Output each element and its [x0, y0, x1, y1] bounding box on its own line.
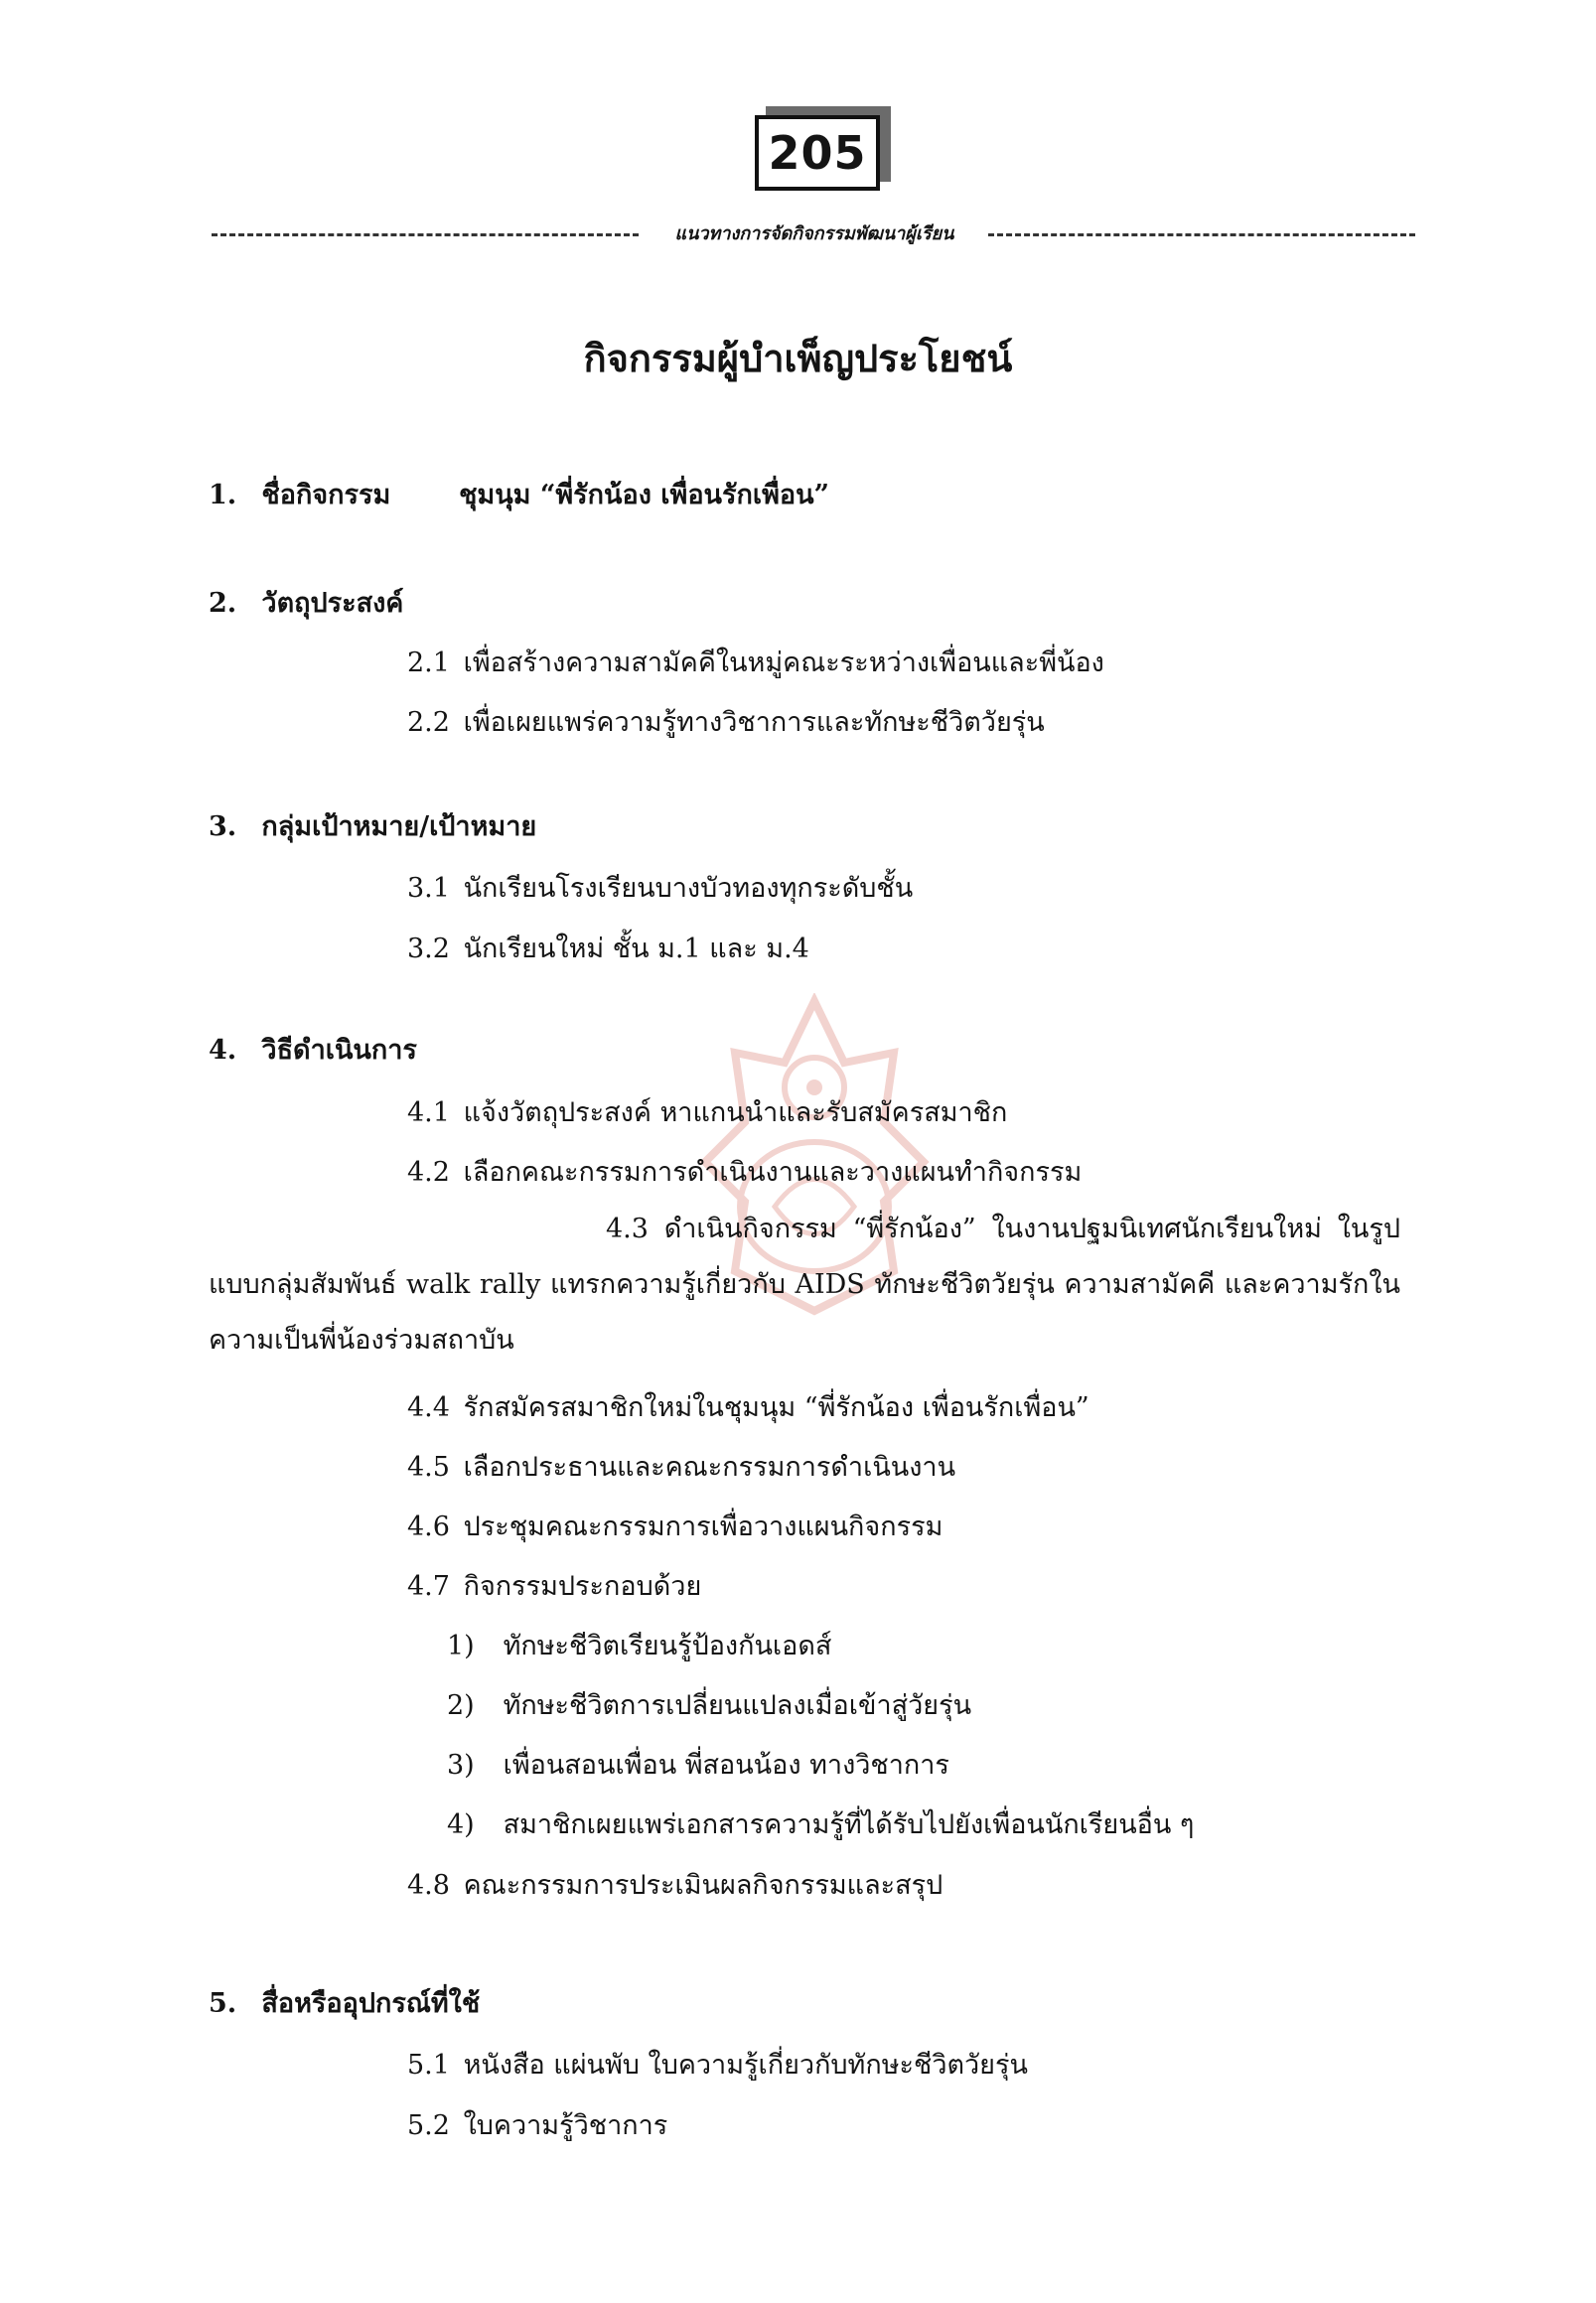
section-number: 5. — [209, 1988, 237, 2019]
list-item — [407, 1150, 1082, 1193]
paragraph-4-3 — [209, 1202, 1400, 1368]
item-number: 5.1 — [407, 2050, 450, 2081]
item-number: 2.2 — [407, 707, 450, 738]
item-number: 3.2 — [407, 934, 450, 964]
list-item — [407, 927, 809, 969]
list-item — [407, 1385, 1089, 1428]
section-4 — [209, 1028, 417, 1071]
item-number: 5.2 — [407, 2110, 450, 2141]
item-text: กิจกรรมประกอบด้วย — [463, 1571, 702, 1602]
item-text: ประชุมคณะกรรมการเพื่อวางแผนกิจกรรม — [463, 1511, 943, 1542]
item-number: 4.1 — [407, 1097, 450, 1128]
running-header-title: แนวทางการจัดกิจกรรมพัฒนาผู้เรียน — [674, 223, 954, 244]
page-number: 205 — [755, 115, 880, 191]
item-text: คณะกรรมการประเมินผลกิจกรรมและสรุป — [463, 1870, 943, 1901]
section-number: 1. — [209, 480, 237, 510]
section-heading: ชื่อกิจกรรม — [261, 480, 391, 510]
item-text: นักเรียนใหม่ ชั้น ม.1 และ ม.4 — [463, 934, 809, 964]
section-number: 3. — [209, 811, 237, 842]
activity-item — [447, 1743, 949, 1786]
item-text: เพื่อนสอนเพื่อน พี่สอนน้อง ทางวิชาการ — [503, 1750, 949, 1781]
header-rule-right — [988, 233, 1415, 236]
section-3 — [209, 804, 536, 847]
item-text: นักเรียนโรงเรียนบางบัวทองทุกระดับชั้น — [463, 873, 914, 904]
section-number: 4. — [209, 1035, 237, 1066]
item-text: เพื่อเผยแพร่ความรู้ทางวิชาการและทักษะชีวิตวัยรุ่น — [463, 707, 1045, 738]
list-item — [407, 1090, 1007, 1133]
item-number: 2) — [447, 1690, 475, 1721]
list-item — [407, 1445, 955, 1488]
list-item — [407, 866, 913, 909]
item-text: ดำเนินกิจกรรม “พี่รักน้อง” ในงานปฐมนิเทศนักเรียนใหม่ ในรูปแบบกลุ่มสัมพันธ์ walk rally แทรกความรู้เกี่ยวกับ AIDS ทักษะชีวิตวัยรุ่น ความสามัคคี และความรักในความเป็นพี่น้องร่วมสถาบัน — [209, 1214, 1400, 1356]
item-number: 3) — [447, 1750, 475, 1781]
list-item — [407, 1863, 943, 1906]
item-number: 4) — [447, 1809, 475, 1840]
item-number: 4.7 — [407, 1571, 450, 1602]
item-text: เลือกประธานและคณะกรรมการดำเนินงาน — [463, 1452, 956, 1483]
item-text: เพื่อสร้างความสามัคคีในหมู่คณะระหว่างเพื่อนและพี่น้อง — [463, 648, 1104, 678]
list-item — [407, 1505, 943, 1547]
section-heading: กลุ่มเป้าหมาย/เป้าหมาย — [261, 811, 537, 842]
list-item — [407, 641, 1104, 683]
section-number: 2. — [209, 588, 237, 619]
list-item — [407, 700, 1045, 743]
list-item — [407, 2103, 667, 2146]
section-1 — [209, 473, 829, 515]
item-text: หนังสือ แผ่นพับ ใบความรู้เกี่ยวกับทักษะชีวิตวัยรุ่น — [463, 2050, 1028, 2081]
item-text: แจ้งวัตถุประสงค์ หาแกนนำและรับสมัครสมาชิก — [463, 1097, 1008, 1128]
item-number: 4.4 — [407, 1392, 450, 1423]
item-number: 3.1 — [407, 873, 450, 904]
item-text: รักสมัครสมาชิกใหม่ในชุมนุม “พี่รักน้อง เพื่อนรักเพื่อน” — [463, 1392, 1089, 1423]
item-text: เลือกคณะกรรมการดำเนินงานและวางแผนทำกิจกรรม — [463, 1157, 1083, 1188]
item-text: ใบความรู้วิชาการ — [463, 2110, 668, 2141]
item-number: 4.2 — [407, 1157, 450, 1188]
list-item — [407, 1564, 701, 1607]
list-item — [407, 2043, 1028, 2086]
activity-item — [447, 1802, 1194, 1845]
document-title: กิจกรรมผู้บำเพ็ญประโยชน์ — [583, 336, 1013, 380]
section-2 — [209, 581, 403, 624]
item-text: ทักษะชีวิตการเปลี่ยนแปลงเมื่อเข้าสู่วัยรุ่น — [503, 1690, 972, 1721]
section-5 — [209, 1981, 480, 2024]
item-text: สมาชิกเผยแพร่เอกสารความรู้ที่ได้รับไปยังเพื่อนนักเรียนอื่น ๆ — [503, 1809, 1195, 1840]
activity-name: ชุมนุม “พี่รักน้อง เพื่อนรักเพื่อน” — [459, 480, 830, 510]
item-text: ทักษะชีวิตเรียนรู้ป้องกันเอดส์ — [503, 1631, 832, 1661]
item-number: 2.1 — [407, 648, 450, 678]
activity-item — [447, 1683, 971, 1726]
header-rule-left — [212, 233, 639, 236]
item-number: 4.8 — [407, 1870, 450, 1901]
section-heading: สื่อหรืออุปกรณ์ที่ใช้ — [261, 1988, 481, 2019]
item-number: 4.3 — [606, 1214, 649, 1244]
item-number: 4.5 — [407, 1452, 450, 1483]
item-number: 4.6 — [407, 1511, 450, 1542]
item-number: 1) — [447, 1631, 475, 1661]
section-heading: วิธีดำเนินการ — [261, 1035, 417, 1066]
section-heading: วัตถุประสงค์ — [261, 588, 404, 619]
activity-item — [447, 1624, 831, 1666]
